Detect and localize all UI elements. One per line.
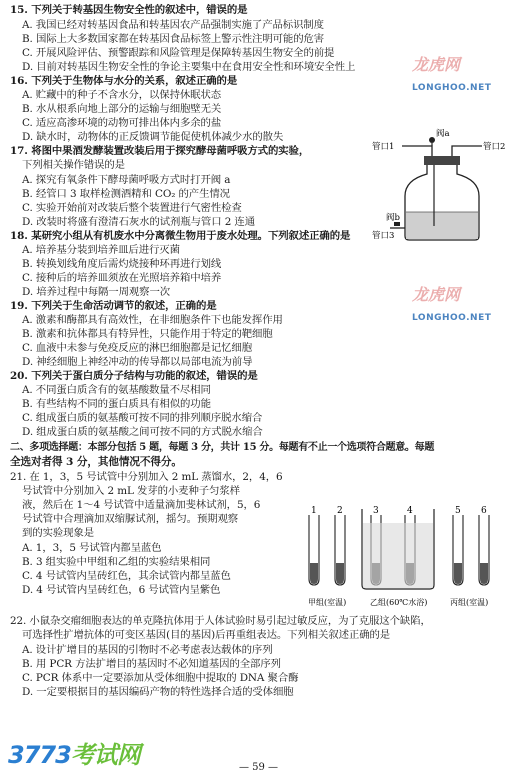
q20-option-b: B. 有些结构不同的蛋白质具有相似的功能 xyxy=(22,398,211,410)
q18-option-d: D. 培养过程中每隔一周观察一次 xyxy=(22,286,171,298)
logo-number: 3773 xyxy=(8,741,71,769)
q17-option-d: D. 改装时将盛有澄清石灰水的试剂瓶与管口 2 连通 xyxy=(22,216,255,228)
tube-label-3: 3 xyxy=(373,506,379,516)
label-valve-b: 阀b xyxy=(386,213,400,223)
tube-label-1: 1 xyxy=(311,506,317,516)
q21-option-c: C. 4 号试管内呈砖红色，其余试管内都呈蓝色 xyxy=(22,570,231,582)
label-group1: 甲组(室温) xyxy=(308,598,347,607)
water-bath-water xyxy=(363,523,433,588)
q21-option-b: B. 3 组实验中甲组和乙组的实验结果相同 xyxy=(22,556,211,568)
tube-liquid-2 xyxy=(336,563,344,584)
q18-option-b: B. 转换划线角度后需灼烧接种环再进行划线 xyxy=(22,258,222,270)
tube-liquid-5 xyxy=(454,563,462,584)
label-group2: 乙组(60℃水浴) xyxy=(370,598,428,607)
q22-option-c: C. PCR 体系中一定要添加从受体细胞中提取的 DNA 聚合酶 xyxy=(22,672,299,684)
section2-heading-line2: 全选对者得 3 分，其他情况不得分。 xyxy=(10,456,182,468)
tube-liquid-1 xyxy=(310,563,318,584)
tube-port2 xyxy=(452,146,482,156)
tube-label-6: 6 xyxy=(481,506,487,516)
label-port1: 管口1 xyxy=(372,142,395,152)
q22-option-a: A. 设计扩增目的基因的引物时不必考虑表达载体的序列 xyxy=(22,644,273,656)
q21-stem-line2: 号试管中分别加入 2 mL 发芽的小麦种子匀浆样 xyxy=(22,485,240,497)
q21-stem-line1: 21. 在 1，3，5 号试管中分别加入 2 mL 蒸馏水，2，4，6 xyxy=(10,471,283,483)
q19-stem: 19. 下列关于生命活动调节的叙述，正确的是 xyxy=(10,300,217,312)
q17-option-b: B. 经管口 3 取样检测酒精和 CO₂ 的产生情况 xyxy=(22,188,230,200)
section2-heading: 二、多项选择题：本部分包括 5 题，每题 3 分，共计 15 分。每题有不止一个选项符合题意。每题 xyxy=(10,442,435,453)
watermark-middle xyxy=(412,282,491,324)
logo-text: 考试网 xyxy=(70,741,140,769)
q15-option-c: C. 开展风险评估、预警跟踪和风险管理是保障转基因生物安全的前提 xyxy=(22,47,335,59)
label-port3: 管口3 xyxy=(372,231,395,241)
q15-option-a: A. 我国已经对转基因食品和转基因农产品强制实施了产品标识制度 xyxy=(22,19,324,31)
q20-option-c: C. 组成蛋白质的氨基酸可按不同的排列顺序脱水缩合 xyxy=(22,412,263,424)
q16-option-a: A. 贮藏中的种子不含水分，以保持休眠状态 xyxy=(22,89,222,101)
q20-option-d: D. 组成蛋白质的氨基酸之间可按不同的方式脱水缩合 xyxy=(22,426,263,438)
label-port2: 管口2 xyxy=(483,142,506,152)
q15-stem: 15. 下列关于转基因生物安全性的叙述中，错误的是 xyxy=(10,4,248,16)
q16-option-b: B. 水从根系向地上部分的运输与细胞壁无关 xyxy=(22,103,222,115)
tube-label-2: 2 xyxy=(337,506,343,516)
q21-stem-line4: 号试管中合理滴加双缩脲试剂，摇匀。预期观察 xyxy=(22,513,239,525)
liquid xyxy=(406,212,478,239)
watermark-en: LONGHOO.NET xyxy=(412,83,492,93)
q20-option-a: A. 不同蛋白质含有的氨基酸数量不尽相同 xyxy=(22,384,211,396)
q17-stem-line2: 下列相关操作错误的是 xyxy=(22,159,125,171)
q21-option-d: D. 4 号试管内呈砖红色，6 号试管内呈紫色 xyxy=(22,584,221,596)
watermark-cn: 龙虎网 xyxy=(412,55,461,74)
q15-option-b: B. 国际上大多数国家都在转基因食品标签上警示性注明可能的危害 xyxy=(22,33,325,45)
stopper xyxy=(424,156,460,165)
q16-option-d: D. 缺水时，动物体的正反馈调节能促使机体减少水的散失 xyxy=(22,131,284,143)
q16-option-c: C. 适应高渗环境的动物可排出体内多余的盐 xyxy=(22,117,222,129)
q22-option-d: D. 一定要根据目的基因编码产物的特性选择合适的受体细胞 xyxy=(22,686,294,698)
q15-option-d: D. 目前对转基因生物安全性的争论主要集中在食用安全性和环境安全性上 xyxy=(22,61,356,73)
test-tubes-figure xyxy=(300,505,512,611)
q21-stem-line5: 到的实验现象是 xyxy=(22,527,95,539)
valve-a-icon xyxy=(429,137,435,143)
page-number: — 59 — xyxy=(238,762,279,773)
q16-stem: 16. 下列关于生物体与水分的关系，叙述正确的是 xyxy=(10,75,238,87)
watermark-top xyxy=(412,52,491,94)
q17-option-a: A. 探究有氧条件下酵母菌呼吸方式时打开阀 a xyxy=(22,174,231,186)
q18-option-c: C. 接种后的培养皿须放在光照培养箱中培养 xyxy=(22,272,222,284)
q19-option-a: A. 激素和酶都具有高效性，在非细胞条件下也能发挥作用 xyxy=(22,314,283,326)
label-group3: 丙组(室温) xyxy=(450,598,489,607)
label-valve-a: 阀a xyxy=(436,129,450,139)
q18-option-a: A. 培养基分装到培养皿后进行灭菌 xyxy=(22,244,180,256)
watermark-en-2: LONGHOO.NET xyxy=(412,313,492,323)
q19-option-c: C. 血液中未参与免疫反应的淋巴细胞都是记忆细胞 xyxy=(22,342,252,354)
q19-option-d: D. 神经细胞上神经冲动的传导都以局部电流为前导 xyxy=(22,356,253,368)
q22-stem-line2: 可选择性扩增抗体的可变区基因(目的基因)后再重组表达。下列相关叙述正确的是 xyxy=(22,629,391,641)
tube-label-5: 5 xyxy=(455,506,461,516)
tube-port1 xyxy=(402,146,432,156)
q19-option-b: B. 激素和抗体都具有特异性，只能作用于特定的靶细胞 xyxy=(22,328,273,340)
watermark-cn-2: 龙虎网 xyxy=(412,285,461,304)
q20-stem: 20. 下列关于蛋白质分子结构与功能的叙述，错误的是 xyxy=(10,370,258,382)
tube-label-4: 4 xyxy=(407,506,413,516)
q21-option-a: A. 1，3，5 号试管内都呈蓝色 xyxy=(22,542,162,554)
q18-stem: 18. 某研究小组从有机废水中分离微生物用于废水处理。下列叙述正确的是 xyxy=(10,230,351,242)
q22-option-b: B. 用 PCR 方法扩增目的基因时不必知道基因的全部序列 xyxy=(22,658,281,670)
q17-option-c: C. 实验开始前对改装后整个装置进行气密性检查 xyxy=(22,202,242,214)
fermentation-apparatus-figure xyxy=(372,126,512,244)
q22-stem-line1: 22. 小鼠杂交瘤细胞表达的单克隆抗体用于人体试验时易引起过敏反应，为了克服这个缺陷， xyxy=(10,615,431,627)
q17-stem-line1: 17. 将图中果酒发酵装置改装后用于探究酵母菌呼吸方式的实验， xyxy=(10,145,310,157)
tube-liquid-6 xyxy=(480,563,488,584)
q21-stem-line3: 液，然后在 1～4 号试管中适量滴加斐林试剂，5，6 xyxy=(22,499,261,511)
